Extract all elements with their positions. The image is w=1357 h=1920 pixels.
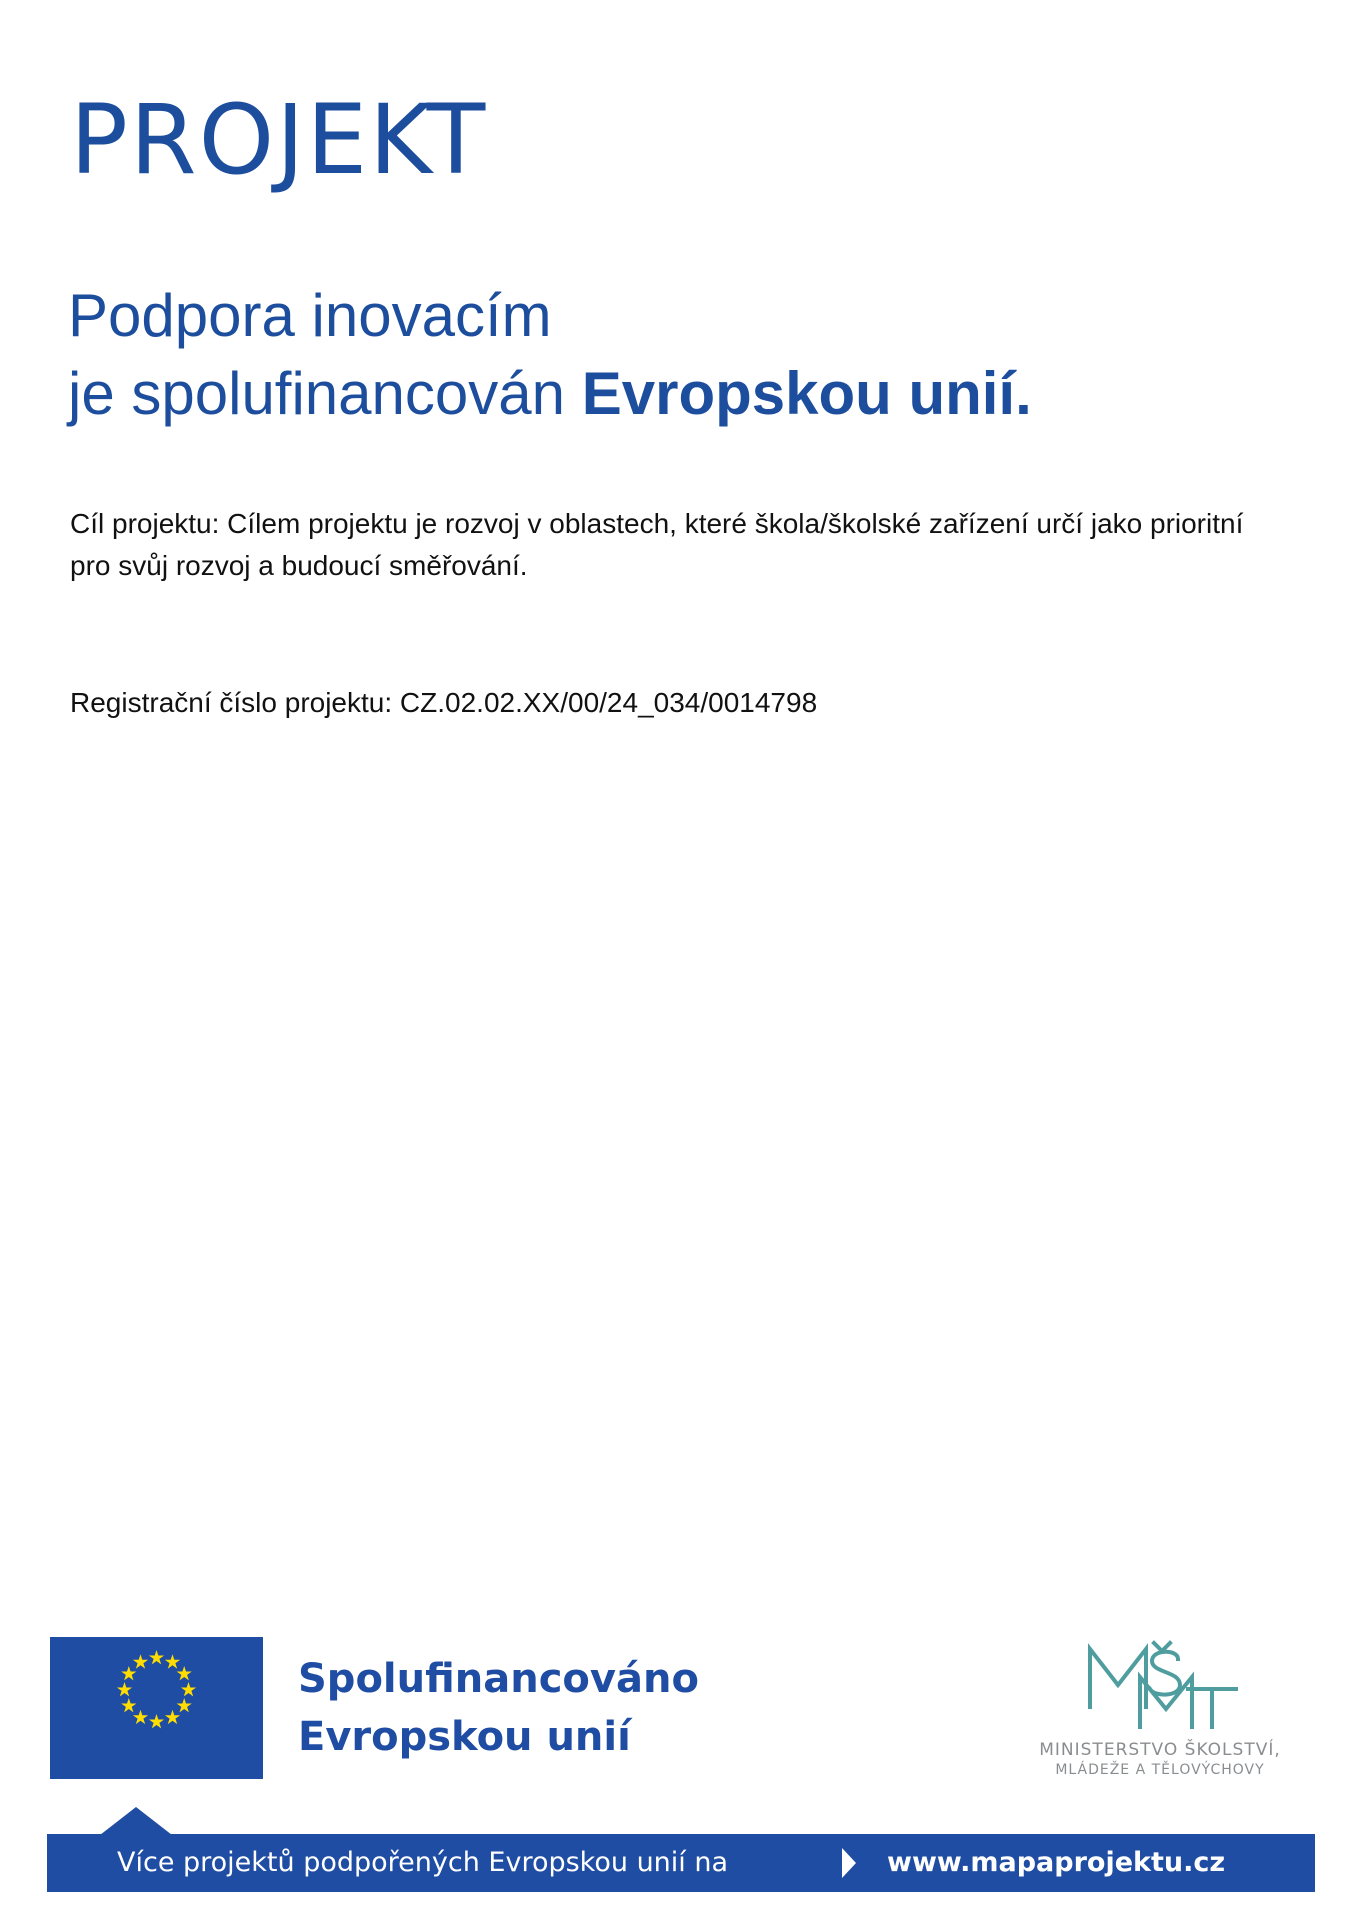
eu-cofinanced-label — [298, 1650, 699, 1766]
msmt-mark-icon — [1000, 1635, 1320, 1740]
eu-label-line-2: Evropskou unií — [298, 1714, 631, 1760]
registration-number: Registrační číslo projektu: CZ.02.02.XX/00/24_034/0014798 — [70, 687, 818, 718]
project-goal: Cíl projektu: Cílem projektu je rozvoj v oblastech, které škola/školské zařízení určí jako prioritní pro svůj rozvoj a budoucí směřování. — [70, 508, 1244, 581]
msmt-label-line-1: MINISTERSTVO ŠKOLSTVÍ, — [1039, 1740, 1281, 1760]
footer-text: Více projektů podpořených Evropskou unií na — [117, 1847, 729, 1878]
subtitle-line-1: Podpora inovacím — [68, 282, 552, 349]
subtitle-line-2-bold: Evropskou unií. — [581, 360, 1032, 427]
eu-label-line-1: Spolufinancováno — [298, 1656, 699, 1702]
msmt-label-line-2: MLÁDEŽE A TĚLOVÝCHOVY — [1055, 1762, 1265, 1778]
footer-url-link[interactable]: www.mapaprojektu.cz — [887, 1847, 1226, 1878]
eu-stars-icon — [50, 1637, 263, 1779]
eu-flag-icon — [50, 1637, 263, 1779]
subtitle-line-2 — [68, 355, 1032, 433]
page-title: PROJEKT — [70, 84, 488, 196]
footer-banner[interactable] — [47, 1834, 1315, 1892]
subtitle-line-2-prefix: je spolufinancován — [68, 360, 582, 427]
arrow-right-icon — [842, 1848, 856, 1878]
footer-tab-notch — [100, 1807, 172, 1835]
project-subtitle — [68, 277, 1032, 433]
